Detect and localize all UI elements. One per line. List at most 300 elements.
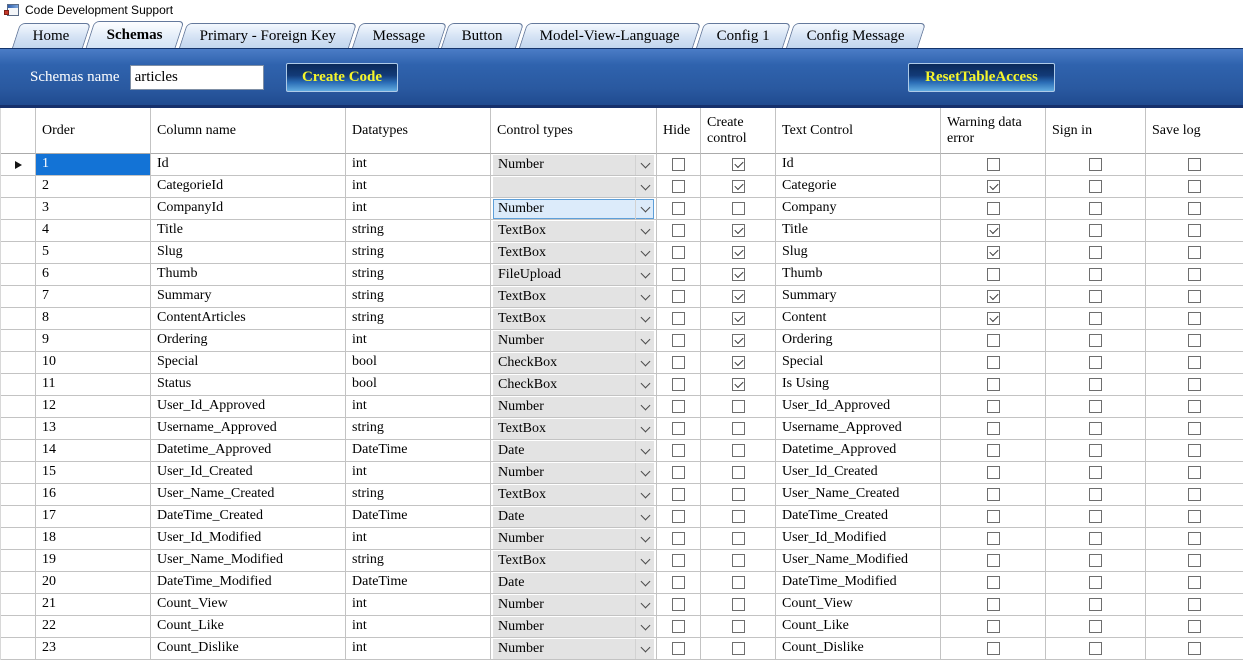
control-type-select[interactable]: TextBox: [493, 309, 654, 329]
cell-order[interactable]: 14: [36, 440, 151, 462]
row-selector-cell[interactable]: [1, 352, 36, 374]
cell-datatype[interactable]: DateTime: [346, 506, 491, 528]
sign-in-checkbox[interactable]: [1089, 246, 1102, 259]
row-selector-cell[interactable]: [1, 374, 36, 396]
create-control-checkbox[interactable]: [732, 312, 745, 325]
sign-in-checkbox[interactable]: [1089, 400, 1102, 413]
tab-button[interactable]: [441, 23, 524, 48]
cell-datatype[interactable]: DateTime: [346, 440, 491, 462]
row-selector-cell[interactable]: [1, 594, 36, 616]
save-log-checkbox[interactable]: [1188, 576, 1201, 589]
warning-data-error-checkbox[interactable]: [987, 642, 1000, 655]
create-control-checkbox[interactable]: [732, 466, 745, 479]
create-control-checkbox[interactable]: [732, 202, 745, 215]
cell-column-name[interactable]: Count_Dislike: [151, 638, 346, 660]
header-save-log[interactable]: Save log: [1146, 108, 1243, 154]
cell-datatype[interactable]: string: [346, 550, 491, 572]
cell-datatype[interactable]: string: [346, 264, 491, 286]
warning-data-error-checkbox[interactable]: [987, 224, 1000, 237]
chevron-down-icon[interactable]: [635, 507, 654, 527]
warning-data-error-checkbox[interactable]: [987, 620, 1000, 633]
cell-text-control[interactable]: Categorie: [776, 176, 941, 198]
cell-datatype[interactable]: int: [346, 330, 491, 352]
control-type-select[interactable]: Number: [493, 331, 654, 351]
row-selector-cell[interactable]: [1, 550, 36, 572]
cell-order[interactable]: 6: [36, 264, 151, 286]
cell-column-name[interactable]: Username_Approved: [151, 418, 346, 440]
row-selector-cell[interactable]: [1, 176, 36, 198]
create-control-checkbox[interactable]: [732, 532, 745, 545]
cell-column-name[interactable]: Title: [151, 220, 346, 242]
header-order[interactable]: Order: [36, 108, 151, 154]
cell-order[interactable]: 2: [36, 176, 151, 198]
header-sign-in[interactable]: Sign in: [1046, 108, 1146, 154]
save-log-checkbox[interactable]: [1188, 356, 1201, 369]
save-log-checkbox[interactable]: [1188, 422, 1201, 435]
cell-datatype[interactable]: int: [346, 638, 491, 660]
warning-data-error-checkbox[interactable]: [987, 532, 1000, 545]
cell-order[interactable]: 9: [36, 330, 151, 352]
cell-datatype[interactable]: bool: [346, 374, 491, 396]
cell-datatype[interactable]: int: [346, 528, 491, 550]
hide-checkbox[interactable]: [672, 224, 685, 237]
sign-in-checkbox[interactable]: [1089, 620, 1102, 633]
cell-text-control[interactable]: Username_Approved: [776, 418, 941, 440]
warning-data-error-checkbox[interactable]: [987, 576, 1000, 589]
tab-model-view-language[interactable]: [519, 23, 701, 48]
chevron-down-icon[interactable]: [635, 529, 654, 549]
cell-order[interactable]: 20: [36, 572, 151, 594]
cell-column-name[interactable]: User_Name_Created: [151, 484, 346, 506]
chevron-down-icon[interactable]: [635, 419, 654, 439]
chevron-down-icon[interactable]: [635, 177, 654, 197]
warning-data-error-checkbox[interactable]: [987, 444, 1000, 457]
cell-column-name[interactable]: Slug: [151, 242, 346, 264]
control-type-select[interactable]: Number: [493, 397, 654, 417]
save-log-checkbox[interactable]: [1188, 180, 1201, 193]
cell-order[interactable]: 22: [36, 616, 151, 638]
warning-data-error-checkbox[interactable]: [987, 488, 1000, 501]
warning-data-error-checkbox[interactable]: [987, 356, 1000, 369]
save-log-checkbox[interactable]: [1188, 620, 1201, 633]
row-selector-cell[interactable]: [1, 264, 36, 286]
cell-datatype[interactable]: int: [346, 462, 491, 484]
control-type-select[interactable]: Number: [493, 155, 654, 175]
chevron-down-icon[interactable]: [635, 309, 654, 329]
sign-in-checkbox[interactable]: [1089, 422, 1102, 435]
create-control-checkbox[interactable]: [732, 598, 745, 611]
cell-column-name[interactable]: User_Id_Approved: [151, 396, 346, 418]
cell-text-control[interactable]: User_Name_Modified: [776, 550, 941, 572]
save-log-checkbox[interactable]: [1188, 290, 1201, 303]
row-selector-cell[interactable]: [1, 286, 36, 308]
row-selector-cell[interactable]: [1, 616, 36, 638]
control-type-select[interactable]: Number: [493, 463, 654, 483]
cell-order[interactable]: 12: [36, 396, 151, 418]
hide-checkbox[interactable]: [672, 488, 685, 501]
hide-checkbox[interactable]: [672, 400, 685, 413]
warning-data-error-checkbox[interactable]: [987, 422, 1000, 435]
header-create-control[interactable]: Create control: [701, 108, 776, 154]
cell-datatype[interactable]: int: [346, 176, 491, 198]
hide-checkbox[interactable]: [672, 576, 685, 589]
cell-text-control[interactable]: Datetime_Approved: [776, 440, 941, 462]
create-control-checkbox[interactable]: [732, 620, 745, 633]
control-type-select[interactable]: TextBox: [493, 243, 654, 263]
chevron-down-icon[interactable]: [635, 155, 654, 175]
warning-data-error-checkbox[interactable]: [987, 334, 1000, 347]
cell-text-control[interactable]: Company: [776, 198, 941, 220]
cell-order[interactable]: 5: [36, 242, 151, 264]
create-control-checkbox[interactable]: [732, 290, 745, 303]
sign-in-checkbox[interactable]: [1089, 532, 1102, 545]
warning-data-error-checkbox[interactable]: [987, 312, 1000, 325]
save-log-checkbox[interactable]: [1188, 268, 1201, 281]
warning-data-error-checkbox[interactable]: [987, 598, 1000, 611]
save-log-checkbox[interactable]: [1188, 334, 1201, 347]
control-type-select[interactable]: TextBox: [493, 419, 654, 439]
cell-column-name[interactable]: Summary: [151, 286, 346, 308]
sign-in-checkbox[interactable]: [1089, 598, 1102, 611]
save-log-checkbox[interactable]: [1188, 554, 1201, 567]
warning-data-error-checkbox[interactable]: [987, 290, 1000, 303]
row-selector-cell[interactable]: [1, 396, 36, 418]
header-text-control[interactable]: Text Control: [776, 108, 941, 154]
header-datatypes[interactable]: Datatypes: [346, 108, 491, 154]
cell-column-name[interactable]: Thumb: [151, 264, 346, 286]
chevron-down-icon[interactable]: [635, 221, 654, 241]
cell-text-control[interactable]: User_Id_Approved: [776, 396, 941, 418]
warning-data-error-checkbox[interactable]: [987, 202, 1000, 215]
cell-text-control[interactable]: Content: [776, 308, 941, 330]
hide-checkbox[interactable]: [672, 158, 685, 171]
header-hide[interactable]: Hide: [657, 108, 701, 154]
cell-order[interactable]: 8: [36, 308, 151, 330]
sign-in-checkbox[interactable]: [1089, 378, 1102, 391]
table-row: [1, 638, 1243, 660]
cell-column-name[interactable]: User_Name_Modified: [151, 550, 346, 572]
row-selector-cell[interactable]: [1, 528, 36, 550]
row-selector-cell[interactable]: [1, 220, 36, 242]
create-control-checkbox[interactable]: [732, 224, 745, 237]
create-control-checkbox[interactable]: [732, 488, 745, 501]
control-type-select[interactable]: TextBox: [493, 485, 654, 505]
save-log-checkbox[interactable]: [1188, 444, 1201, 457]
cell-text-control[interactable]: DateTime_Created: [776, 506, 941, 528]
cell-text-control[interactable]: User_Id_Created: [776, 462, 941, 484]
chevron-down-icon[interactable]: [635, 397, 654, 417]
warning-data-error-checkbox[interactable]: [987, 246, 1000, 259]
control-type-select[interactable]: CheckBox: [493, 375, 654, 395]
control-type-select[interactable]: Number: [493, 617, 654, 637]
cell-datatype[interactable]: DateTime: [346, 572, 491, 594]
sign-in-checkbox[interactable]: [1089, 488, 1102, 501]
tab-config-message[interactable]: [786, 23, 926, 48]
chevron-down-icon[interactable]: [635, 639, 654, 659]
cell-text-control[interactable]: Slug: [776, 242, 941, 264]
save-log-checkbox[interactable]: [1188, 642, 1201, 655]
hide-checkbox[interactable]: [672, 532, 685, 545]
cell-order[interactable]: 19: [36, 550, 151, 572]
hide-checkbox[interactable]: [672, 554, 685, 567]
sign-in-checkbox[interactable]: [1089, 466, 1102, 479]
row-selector-cell[interactable]: [1, 242, 36, 264]
chevron-down-icon[interactable]: [635, 243, 654, 263]
control-type-select[interactable]: TextBox: [493, 287, 654, 307]
create-control-checkbox[interactable]: [732, 400, 745, 413]
row-selector-cell[interactable]: [1, 506, 36, 528]
cell-column-name[interactable]: ContentArticles: [151, 308, 346, 330]
row-selector-cell[interactable]: [1, 330, 36, 352]
create-control-checkbox[interactable]: [732, 356, 745, 369]
chevron-down-icon[interactable]: [635, 375, 654, 395]
control-type-select[interactable]: Number: [493, 595, 654, 615]
cell-order[interactable]: 16: [36, 484, 151, 506]
sign-in-checkbox[interactable]: [1089, 444, 1102, 457]
warning-data-error-checkbox[interactable]: [987, 466, 1000, 479]
chevron-down-icon[interactable]: [635, 331, 654, 351]
chevron-down-icon[interactable]: [635, 573, 654, 593]
chevron-down-icon[interactable]: [635, 353, 654, 373]
cell-datatype[interactable]: bool: [346, 352, 491, 374]
save-log-checkbox[interactable]: [1188, 224, 1201, 237]
create-control-checkbox[interactable]: [732, 180, 745, 193]
cell-text-control[interactable]: DateTime_Modified: [776, 572, 941, 594]
control-type-select[interactable]: FileUpload: [493, 265, 654, 285]
tab-schemas[interactable]: [85, 21, 184, 48]
save-log-checkbox[interactable]: [1188, 400, 1201, 413]
row-selector-cell[interactable]: [1, 440, 36, 462]
cell-text-control[interactable]: User_Id_Modified: [776, 528, 941, 550]
cell-column-name[interactable]: DateTime_Modified: [151, 572, 346, 594]
schemas-name-input[interactable]: [130, 65, 264, 90]
save-log-checkbox[interactable]: [1188, 312, 1201, 325]
hide-checkbox[interactable]: [672, 510, 685, 523]
cell-column-name[interactable]: User_Id_Modified: [151, 528, 346, 550]
sign-in-checkbox[interactable]: [1089, 180, 1102, 193]
cell-column-name[interactable]: CompanyId: [151, 198, 346, 220]
cell-datatype[interactable]: int: [346, 198, 491, 220]
hide-checkbox[interactable]: [672, 246, 685, 259]
save-log-checkbox[interactable]: [1188, 532, 1201, 545]
reset-table-access-button[interactable]: ResetTableAccess: [908, 63, 1055, 92]
cell-text-control[interactable]: Thumb: [776, 264, 941, 286]
cell-column-name[interactable]: Count_Like: [151, 616, 346, 638]
cell-text-control[interactable]: Is Using: [776, 374, 941, 396]
row-selector-cell[interactable]: [1, 198, 36, 220]
warning-data-error-checkbox[interactable]: [987, 400, 1000, 413]
cell-order[interactable]: 18: [36, 528, 151, 550]
create-control-cell: [701, 440, 776, 462]
cell-order[interactable]: 11: [36, 374, 151, 396]
create-code-button[interactable]: Create Code: [286, 63, 398, 92]
control-type-select[interactable]: Number: [493, 529, 654, 549]
cell-datatype[interactable]: int: [346, 594, 491, 616]
chevron-down-icon[interactable]: [635, 441, 654, 461]
create-control-cell: [701, 418, 776, 440]
tab-config-1[interactable]: [696, 23, 791, 48]
header-warning-data-error[interactable]: Warning data error: [941, 108, 1046, 154]
cell-order[interactable]: 15: [36, 462, 151, 484]
cell-order[interactable]: 23: [36, 638, 151, 660]
cell-text-control[interactable]: Count_Dislike: [776, 638, 941, 660]
control-type-select[interactable]: TextBox: [493, 551, 654, 571]
create-control-checkbox[interactable]: [732, 576, 745, 589]
sign-in-checkbox[interactable]: [1089, 642, 1102, 655]
header-control-types[interactable]: Control types: [491, 108, 657, 154]
cell-datatype[interactable]: string: [346, 242, 491, 264]
control-type-select[interactable]: TextBox: [493, 221, 654, 241]
cell-column-name[interactable]: Status: [151, 374, 346, 396]
warning-data-error-checkbox[interactable]: [987, 180, 1000, 193]
warning-data-error-checkbox[interactable]: [987, 554, 1000, 567]
hide-checkbox[interactable]: [672, 334, 685, 347]
tab-primary-foreign-key[interactable]: [178, 23, 356, 48]
cell-order[interactable]: 7: [36, 286, 151, 308]
control-type-select[interactable]: Date: [493, 573, 654, 593]
control-type-select[interactable]: Date: [493, 507, 654, 527]
row-selector-cell[interactable]: [1, 418, 36, 440]
sign-in-checkbox[interactable]: [1089, 312, 1102, 325]
chevron-down-icon[interactable]: [635, 617, 654, 637]
hide-checkbox[interactable]: [672, 202, 685, 215]
tab-home[interactable]: [12, 23, 91, 48]
row-selector-cell[interactable]: [1, 484, 36, 506]
cell-order[interactable]: 10: [36, 352, 151, 374]
cell-text-control[interactable]: Id: [776, 154, 941, 176]
sign-in-checkbox[interactable]: [1089, 224, 1102, 237]
hide-checkbox[interactable]: [672, 356, 685, 369]
sign-in-checkbox[interactable]: [1089, 334, 1102, 347]
cell-order[interactable]: 21: [36, 594, 151, 616]
chevron-down-icon[interactable]: [635, 265, 654, 285]
cell-datatype[interactable]: string: [346, 220, 491, 242]
row-selector-cell[interactable]: [1, 572, 36, 594]
hide-checkbox[interactable]: [672, 466, 685, 479]
create-control-checkbox[interactable]: [732, 268, 745, 281]
save-log-checkbox[interactable]: [1188, 378, 1201, 391]
cell-datatype[interactable]: int: [346, 616, 491, 638]
create-control-checkbox[interactable]: [732, 422, 745, 435]
hide-checkbox[interactable]: [672, 312, 685, 325]
cell-datatype[interactable]: string: [346, 308, 491, 330]
row-selector-cell[interactable]: [1, 638, 36, 660]
cell-datatype[interactable]: string: [346, 418, 491, 440]
cell-text-control[interactable]: Summary: [776, 286, 941, 308]
hide-checkbox[interactable]: [672, 642, 685, 655]
cell-column-name[interactable]: Count_View: [151, 594, 346, 616]
cell-order[interactable]: 4: [36, 220, 151, 242]
save-log-checkbox[interactable]: [1188, 246, 1201, 259]
tab-message[interactable]: [352, 23, 447, 48]
control-type-select[interactable]: [493, 177, 654, 197]
warning-data-error-checkbox[interactable]: [987, 268, 1000, 281]
sign-in-checkbox[interactable]: [1089, 268, 1102, 281]
create-control-checkbox[interactable]: [732, 378, 745, 391]
cell-order[interactable]: 1: [36, 154, 151, 176]
chevron-down-icon[interactable]: [635, 595, 654, 615]
cell-datatype[interactable]: int: [346, 154, 491, 176]
sign-in-checkbox[interactable]: [1089, 202, 1102, 215]
cell-order[interactable]: 3: [36, 198, 151, 220]
chevron-down-icon[interactable]: [635, 485, 654, 505]
create-control-checkbox[interactable]: [732, 158, 745, 171]
save-log-checkbox[interactable]: [1188, 158, 1201, 171]
warning-data-error-checkbox[interactable]: [987, 378, 1000, 391]
cell-column-name[interactable]: User_Id_Created: [151, 462, 346, 484]
sign-in-checkbox[interactable]: [1089, 510, 1102, 523]
cell-column-name[interactable]: Id: [151, 154, 346, 176]
cell-column-name[interactable]: Ordering: [151, 330, 346, 352]
warning-data-error-checkbox[interactable]: [987, 158, 1000, 171]
chevron-down-icon[interactable]: [635, 287, 654, 307]
cell-text-control[interactable]: Ordering: [776, 330, 941, 352]
sign-in-checkbox[interactable]: [1089, 554, 1102, 567]
create-control-checkbox[interactable]: [732, 444, 745, 457]
cell-text-control[interactable]: User_Name_Created: [776, 484, 941, 506]
cell-text-control[interactable]: Special: [776, 352, 941, 374]
chevron-down-icon[interactable]: [635, 199, 654, 219]
save-log-checkbox[interactable]: [1188, 488, 1201, 501]
cell-datatype[interactable]: int: [346, 396, 491, 418]
create-control-checkbox[interactable]: [732, 554, 745, 567]
chevron-down-icon[interactable]: [635, 551, 654, 571]
cell-column-name[interactable]: CategorieId: [151, 176, 346, 198]
hide-checkbox[interactable]: [672, 378, 685, 391]
cell-text-control[interactable]: Count_Like: [776, 616, 941, 638]
sign-in-checkbox[interactable]: [1089, 290, 1102, 303]
hide-checkbox[interactable]: [672, 422, 685, 435]
create-control-checkbox[interactable]: [732, 642, 745, 655]
cell-order[interactable]: 13: [36, 418, 151, 440]
save-log-checkbox[interactable]: [1188, 510, 1201, 523]
create-control-checkbox[interactable]: [732, 246, 745, 259]
control-type-select[interactable]: Number: [493, 199, 654, 219]
control-type-select[interactable]: Date: [493, 441, 654, 461]
hide-checkbox[interactable]: [672, 290, 685, 303]
hide-checkbox[interactable]: [672, 620, 685, 633]
hide-checkbox[interactable]: [672, 268, 685, 281]
save-log-checkbox[interactable]: [1188, 466, 1201, 479]
cell-text-control[interactable]: Count_View: [776, 594, 941, 616]
cell-datatype[interactable]: string: [346, 484, 491, 506]
chevron-down-icon[interactable]: [635, 463, 654, 483]
header-column-name[interactable]: Column name: [151, 108, 346, 154]
row-selector-cell[interactable]: [1, 462, 36, 484]
cell-column-name[interactable]: DateTime_Created: [151, 506, 346, 528]
create-control-checkbox[interactable]: [732, 334, 745, 347]
cell-column-name[interactable]: Datetime_Approved: [151, 440, 346, 462]
hide-checkbox[interactable]: [672, 444, 685, 457]
save-log-checkbox[interactable]: [1188, 202, 1201, 215]
cell-text-control[interactable]: Title: [776, 220, 941, 242]
sign-in-checkbox[interactable]: [1089, 158, 1102, 171]
cell-datatype[interactable]: string: [346, 286, 491, 308]
create-control-checkbox[interactable]: [732, 510, 745, 523]
hide-checkbox[interactable]: [672, 180, 685, 193]
hide-checkbox[interactable]: [672, 598, 685, 611]
control-type-select[interactable]: CheckBox: [493, 353, 654, 373]
row-selector-cell[interactable]: [1, 308, 36, 330]
cell-column-name[interactable]: Special: [151, 352, 346, 374]
save-log-checkbox[interactable]: [1188, 598, 1201, 611]
control-type-select[interactable]: Number: [493, 639, 654, 659]
sign-in-checkbox[interactable]: [1089, 356, 1102, 369]
sign-in-checkbox[interactable]: [1089, 576, 1102, 589]
cell-order[interactable]: 17: [36, 506, 151, 528]
warning-data-error-checkbox[interactable]: [987, 510, 1000, 523]
row-selector-cell[interactable]: [1, 154, 36, 176]
